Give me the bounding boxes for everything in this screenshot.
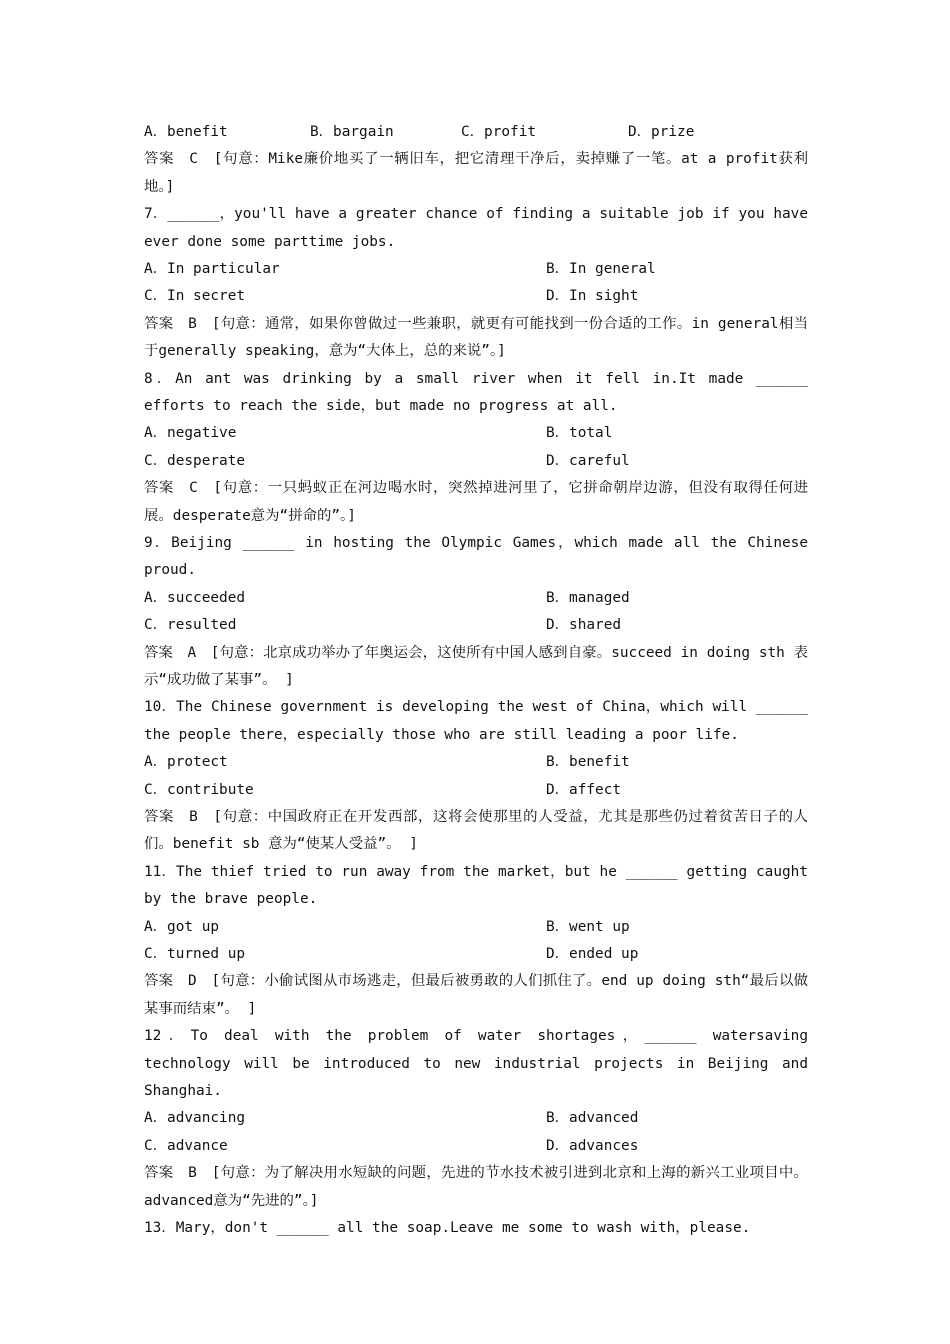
q12-option-c: C．advance — [144, 1137, 228, 1154]
q7-option-d: D．In sight — [546, 288, 639, 305]
q10-option-a: A．protect — [144, 754, 228, 771]
q12-answer: 答案 B [句意：为了解决用水短缺的问题，先进的节水技术被引进到北京和上海的新兴工业项目中。advanced意为“先进的”。] — [144, 1165, 808, 1209]
q10-question: 10．The Chinese government is developing the west of China，which will ______ the people there，especially those who are still leading a poor life. — [144, 699, 808, 743]
q6-options — [144, 119, 808, 146]
q10-options-row2 — [144, 777, 808, 804]
q6-option-b: B．bargain — [310, 124, 394, 140]
q11-answer: 答案 D [句意：小偷试图从市场逃走，但最后被勇敢的人们抓住了。end up doing sth“最后以做某事而结束”。 ] — [144, 973, 808, 1017]
q8-options-row1 — [144, 420, 808, 447]
q10-option-b: B．benefit — [546, 754, 630, 771]
q6-option-c: C．profit — [461, 124, 537, 140]
q10-option-d: D．affect — [546, 781, 622, 798]
q11-options-row2 — [144, 941, 808, 968]
q12-option-a: A．advancing — [144, 1110, 246, 1127]
q10-options-row1 — [144, 749, 808, 776]
q12-options-row1 — [144, 1105, 808, 1132]
q6-answer: 答案 C [句意：Mike廉价地买了一辆旧车，把它清理干净后，卖掉赚了一笔。at a profit获利地。] — [144, 151, 808, 195]
q12-options-row2 — [144, 1133, 808, 1160]
q7-option-c: C．In secret — [144, 288, 246, 305]
q11-question: 11．The thief tried to run away from the market，but he ______ getting caught by the brave people. — [144, 863, 808, 908]
q8-option-c: C．desperate — [144, 452, 246, 469]
q8-option-d: D．careful — [546, 452, 630, 469]
q8-question: 8．An ant was drinking by a small river when it fell in.It made ______ efforts to reach the side，but made no progress at all. — [144, 370, 808, 415]
q11-option-d: D．ended up — [546, 946, 639, 963]
q7-options-row1 — [144, 256, 808, 283]
q6-option-d: D．prize — [628, 124, 695, 140]
q12-option-b: B．advanced — [546, 1110, 639, 1127]
q11-option-c: C．turned up — [144, 946, 246, 963]
q9-option-c: C．resulted — [144, 617, 237, 634]
q12-question: 12．To deal with the problem of water shortages，______ watersaving technology will be introduced to new industrial projects in Beijing and Shanghai. — [144, 1028, 808, 1100]
q12-option-d: D．advances — [546, 1137, 639, 1154]
q7-answer: 答案 B [句意：通常，如果你曾做过一些兼职，就更有可能找到一份合适的工作。in general相当于generally speaking，意为“大体上，总的来说”。] — [144, 315, 808, 360]
q10-answer: 答案 B [句意：中国政府正在开发西部，这将会使那里的人受益，尤其是那些仍过着贫苦日子的人们。benefit sb 意为“使某人受益”。 ] — [144, 809, 808, 853]
q11-options-row1 — [144, 914, 808, 941]
q7-question: 7．______，you'll have a greater chance of finding a suitable job if you have ever done some parttime jobs. — [144, 206, 808, 250]
q11-option-a: A．got up — [144, 918, 220, 935]
q8-options-row2 — [144, 448, 808, 475]
q9-option-b: B．managed — [546, 589, 630, 606]
q8-option-b: B．total — [546, 425, 613, 442]
q9-options-row2 — [144, 612, 808, 639]
q7-option-b: B．In general — [546, 261, 656, 278]
q7-option-a: A．In particular — [144, 261, 280, 278]
q13-question: 13．Mary，don't ______ all the soap.Leave me some to wash with，please. — [144, 1220, 751, 1237]
q11-option-b: B．went up — [546, 918, 630, 935]
q10-option-c: C．contribute — [144, 781, 254, 798]
q8-option-a: A．negative — [144, 425, 237, 442]
q8-answer: 答案 C [句意：一只蚂蚁正在河边喝水时，突然掉进河里了，它拼命朝岸边游，但没有取得任何进展。desperate意为“拼命的”。] — [144, 480, 808, 524]
worksheet-page — [144, 119, 808, 1242]
q7-options-row2 — [144, 283, 808, 310]
q9-answer: 答案 A [句意：北京成功举办了年奥运会，这使所有中国人感到自豪。succeed in doing sth 表示“成功做了某事”。 ] — [144, 644, 808, 689]
q9-options-row1 — [144, 585, 808, 612]
q6-option-a: A．benefit — [144, 124, 228, 140]
q9-question: 9．Beijing ______ in hosting the Olympic Games，which made all the Chinese proud. — [144, 535, 808, 579]
q9-option-a: A．succeeded — [144, 589, 246, 606]
q9-option-d: D．shared — [546, 617, 622, 634]
